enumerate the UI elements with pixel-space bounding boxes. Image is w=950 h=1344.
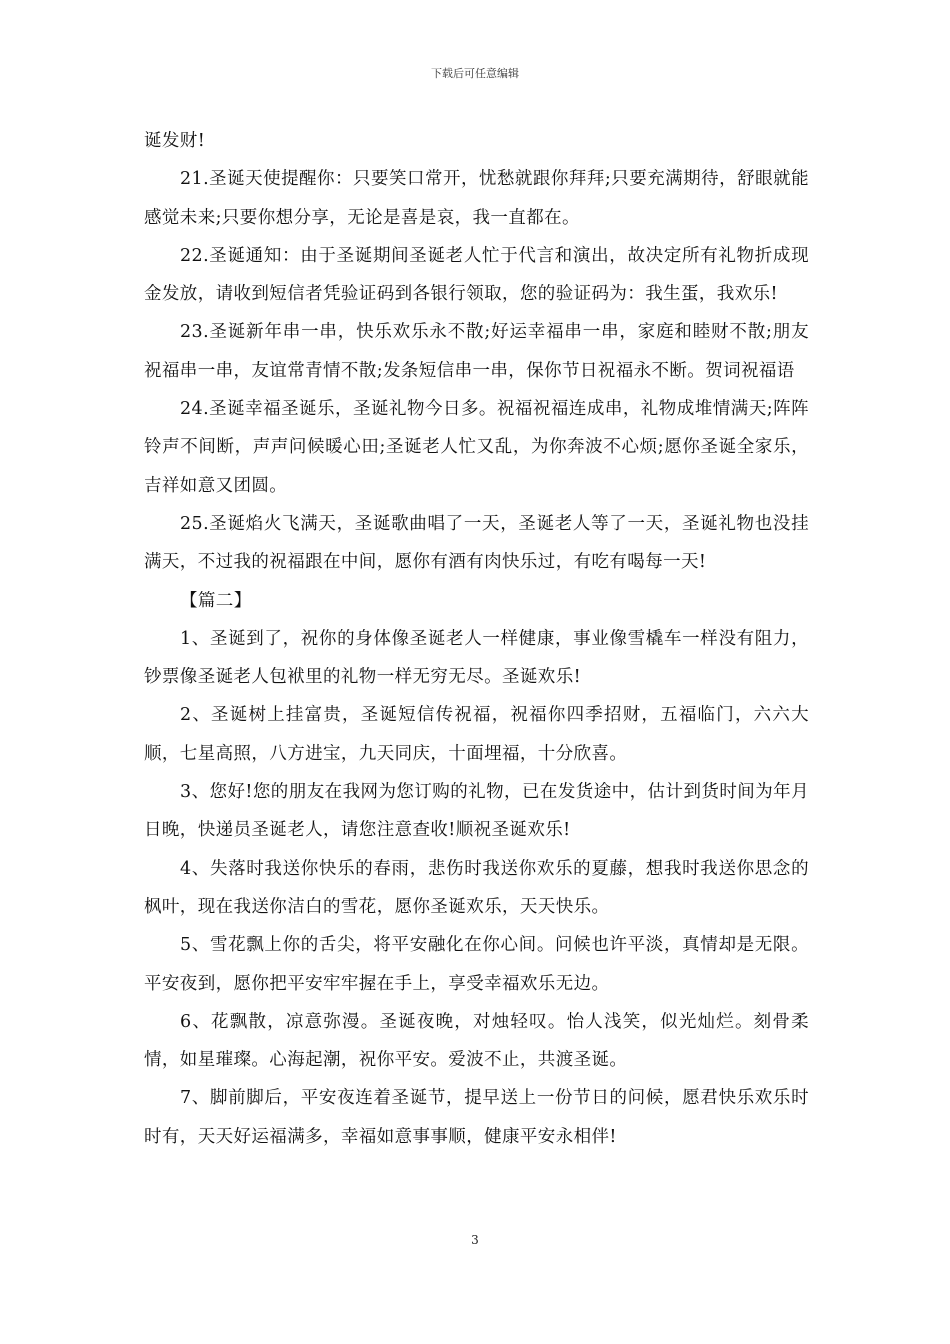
paragraph-item-5: 5、雪花飘上你的舌尖，将平安融化在你心间。问候也许平淡，真情却是无限。平安夜到，愿你把平安牢牢握在手上，享受幸福欢乐无边。 — [144, 935, 809, 994]
section-heading: 【篇二】 — [180, 590, 252, 611]
paragraph-item-3: 3、您好!您的朋友在我网为您订购的礼物，已在发货途中，估计到货时间为年月日晚，快递员圣诞老人，请您注意查收!顺祝圣诞欢乐! — [144, 782, 809, 841]
paragraph-item-22: 22.圣诞通知：由于圣诞期间圣诞老人忙于代言和演出，故决定所有礼物折成现金发放，请收到短信者凭验证码到各银行领取，您的验证码为：我生蛋，我欢乐! — [144, 245, 809, 305]
paragraph-item-25: 25.圣诞焰火飞满天，圣诞歌曲唱了一天，圣诞老人等了一天，圣诞礼物也没挂满天，不过我的祝福跟在中间，愿你有酒有肉快乐过，有吃有喝每一天! — [144, 513, 809, 573]
document-body — [144, 122, 809, 1156]
page-number: 3 — [471, 1233, 479, 1247]
paragraph-item-1: 1、圣诞到了，祝你的身体像圣诞老人一样健康，事业像雪橇车一样没有阻力，钞票像圣诞老人包袱里的礼物一样无穷无尽。圣诞欢乐! — [144, 628, 809, 688]
paragraph-item-7: 7、脚前脚后，平安夜连着圣诞节，提早送上一份节日的问候，愿君快乐欢乐时时有，天天好运福满多，幸福如意事事顺，健康平安永相伴! — [144, 1088, 809, 1147]
page-header: 下载后可任意编辑 — [431, 67, 519, 80]
paragraph-item-2: 2、圣诞树上挂富贵，圣诞短信传祝福，祝福你四季招财，五福临门，六六大顺，七星高照，八方进宝，九天同庆，十面埋福，十分欣喜。 — [144, 705, 809, 764]
paragraph-item-24: 24.圣诞幸福圣诞乐，圣诞礼物今日多。祝福祝福连成串，礼物成堆情满天;阵阵铃声不间断，声声问候暖心田;圣诞老人忙又乱，为你奔波不心烦;愿你圣诞全家乐，吉祥如意又团圆。 — [144, 399, 809, 496]
paragraph-item-23: 23.圣诞新年串一串，快乐欢乐永不散;好运幸福串一串，家庭和睦财不散;朋友祝福串一串，友谊常青情不散;发条短信串一串，保你节日祝福永不断。贺词祝福语 — [144, 322, 809, 381]
paragraph-item-21: 21.圣诞天使提醒你：只要笑口常开，忧愁就跟你拜拜;只要充满期待，舒眼就能感觉未来;只要你想分享，无论是喜是哀，我一直都在。 — [144, 169, 809, 228]
paragraph-item-6: 6、花飘散，凉意弥漫。圣诞夜晚，对烛轻叹。怡人浅笑，似光灿烂。刻骨柔情，如星璀璨。心海起潮，祝你平安。爱波不止，共渡圣诞。 — [144, 1011, 809, 1071]
paragraph-item-4: 4、失落时我送你快乐的春雨，悲伤时我送你欢乐的夏藤，想我时我送你思念的枫叶，现在我送你洁白的雪花，愿你圣诞欢乐，天天快乐。 — [144, 858, 809, 917]
paragraph-continuation: 诞发财! — [144, 131, 206, 151]
